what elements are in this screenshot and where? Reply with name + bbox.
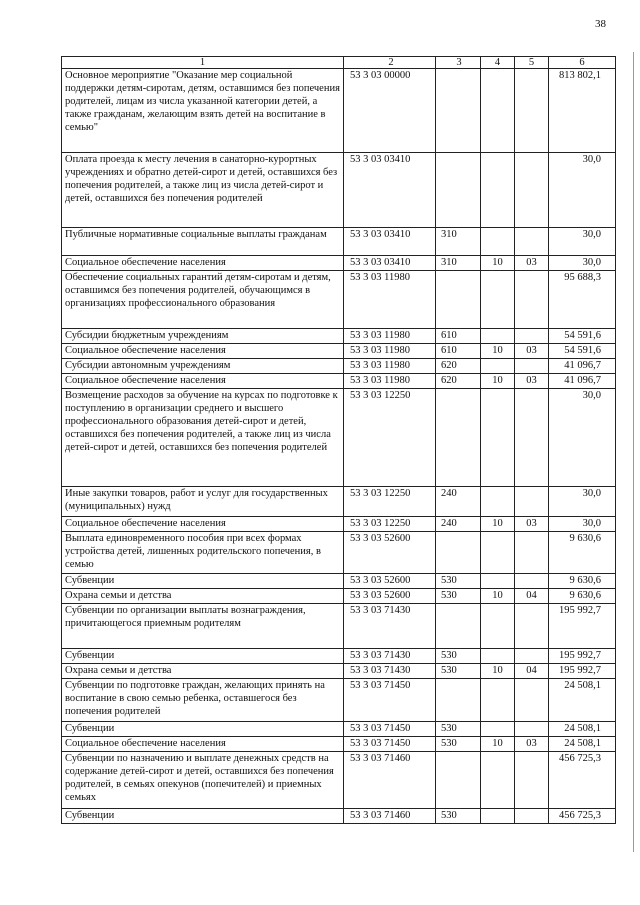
row-pr-cell: 04 — [515, 664, 549, 679]
row-rz-cell — [481, 228, 515, 256]
row-vr-cell: 530 — [436, 722, 481, 737]
row-sum-cell: 24 508,1 — [549, 737, 616, 752]
row-rz-cell: 10 — [481, 256, 515, 271]
row-name-cell: Субсидии бюджетным учреждениям — [62, 329, 344, 344]
header-cell: 5 — [515, 57, 549, 69]
row-vr-cell — [436, 752, 481, 809]
row-pr-cell: 03 — [515, 344, 549, 359]
row-vr-cell — [436, 679, 481, 722]
row-code-cell: 53 3 03 03410 — [344, 256, 436, 271]
row-rz-cell: 10 — [481, 664, 515, 679]
row-rz-cell — [481, 153, 515, 228]
row-code-cell: 53 3 03 71460 — [344, 752, 436, 809]
table-row — [62, 574, 616, 589]
row-sum-cell: 54 591,6 — [549, 329, 616, 344]
header-cell: 3 — [436, 57, 481, 69]
row-sum-cell: 456 725,3 — [549, 809, 616, 824]
table-row — [62, 228, 616, 256]
table-row — [62, 517, 616, 532]
row-rz-cell — [481, 574, 515, 589]
header-row — [62, 57, 616, 69]
row-code-cell: 53 3 03 71430 — [344, 604, 436, 649]
row-name-cell: Публичные нормативные социальные выплаты гражданам — [62, 228, 344, 256]
row-name-cell: Социальное обеспечение населения — [62, 517, 344, 532]
row-sum-cell: 9 630,6 — [549, 589, 616, 604]
table-row — [62, 604, 616, 649]
row-name-cell: Обеспечение социальных гарантий детям-сиротам и детям, оставшимся без попечения родителей, обучающимся в организациях профессионального образования — [62, 271, 344, 329]
row-pr-cell — [515, 69, 549, 153]
row-code-cell: 53 3 03 11980 — [344, 271, 436, 329]
table-row — [62, 737, 616, 752]
row-name-cell: Охрана семьи и детства — [62, 589, 344, 604]
table-row — [62, 589, 616, 604]
row-vr-cell: 620 — [436, 359, 481, 374]
row-pr-cell — [515, 532, 549, 574]
row-rz-cell — [481, 359, 515, 374]
row-code-cell: 53 3 03 03410 — [344, 153, 436, 228]
row-pr-cell — [515, 752, 549, 809]
table-row — [62, 487, 616, 517]
row-vr-cell: 610 — [436, 329, 481, 344]
row-sum-cell: 41 096,7 — [549, 374, 616, 389]
row-sum-cell: 30,0 — [549, 153, 616, 228]
row-pr-cell: 03 — [515, 256, 549, 271]
row-vr-cell: 530 — [436, 649, 481, 664]
row-name-cell: Субвенции — [62, 574, 344, 589]
header-cell: 1 — [62, 57, 344, 69]
row-name-cell: Субвенции — [62, 809, 344, 824]
row-sum-cell: 30,0 — [549, 389, 616, 487]
row-code-cell: 53 3 03 11980 — [344, 359, 436, 374]
row-sum-cell: 30,0 — [549, 517, 616, 532]
table-row — [62, 374, 616, 389]
row-sum-cell: 195 992,7 — [549, 604, 616, 649]
row-vr-cell — [436, 153, 481, 228]
row-code-cell: 53 3 03 12250 — [344, 389, 436, 487]
row-pr-cell — [515, 271, 549, 329]
row-pr-cell: 03 — [515, 517, 549, 532]
row-rz-cell — [481, 752, 515, 809]
row-code-cell: 53 3 03 71450 — [344, 679, 436, 722]
row-code-cell: 53 3 03 52600 — [344, 574, 436, 589]
row-sum-cell: 195 992,7 — [549, 649, 616, 664]
table-row — [62, 153, 616, 228]
row-rz-cell — [481, 649, 515, 664]
row-name-cell: Выплата единовременного пособия при всех формах устройства детей, лишенных родительского попечения, в семью — [62, 532, 344, 574]
table-row — [62, 69, 616, 153]
row-sum-cell: 9 630,6 — [549, 574, 616, 589]
row-pr-cell — [515, 359, 549, 374]
row-name-cell: Субсидии автономным учреждениям — [62, 359, 344, 374]
row-rz-cell: 10 — [481, 374, 515, 389]
table-row — [62, 809, 616, 824]
row-vr-cell — [436, 389, 481, 487]
row-pr-cell — [515, 389, 549, 487]
row-rz-cell — [481, 69, 515, 153]
row-sum-cell: 456 725,3 — [549, 752, 616, 809]
row-rz-cell: 10 — [481, 737, 515, 752]
row-rz-cell — [481, 679, 515, 722]
row-name-cell: Субвенции по подготовке граждан, желающих принять на воспитание в свою семью ребенка, оставшегося без попечения родителей — [62, 679, 344, 722]
row-sum-cell: 24 508,1 — [549, 722, 616, 737]
row-code-cell: 53 3 03 71450 — [344, 737, 436, 752]
row-rz-cell — [481, 809, 515, 824]
row-rz-cell: 10 — [481, 344, 515, 359]
row-code-cell: 53 3 03 52600 — [344, 532, 436, 574]
table-row — [62, 271, 616, 329]
row-name-cell: Субвенции — [62, 722, 344, 737]
row-name-cell: Социальное обеспечение населения — [62, 737, 344, 752]
row-pr-cell: 03 — [515, 374, 549, 389]
row-pr-cell: 04 — [515, 589, 549, 604]
header-cell: 6 — [549, 57, 616, 69]
row-vr-cell: 530 — [436, 589, 481, 604]
table-row — [62, 649, 616, 664]
row-sum-cell: 30,0 — [549, 256, 616, 271]
row-name-cell: Основное мероприятие "Оказание мер социальной поддержки детям-сиротам, детям, оставшимся без попечения родителей, лицам из числа указанной категории детей, а также гражданам, желающим взять детей на воспитание в семью" — [62, 69, 344, 153]
table-row — [62, 722, 616, 737]
row-vr-cell: 530 — [436, 809, 481, 824]
row-rz-cell — [481, 532, 515, 574]
row-rz-cell — [481, 271, 515, 329]
row-name-cell: Субвенции по назначению и выплате денежных средств на содержание детей-сирот и детей, оставшихся без попечения родителей, в семьях опекунов (попечителей) и приемных семьях — [62, 752, 344, 809]
row-vr-cell: 530 — [436, 574, 481, 589]
row-sum-cell: 9 630,6 — [549, 532, 616, 574]
row-vr-cell: 310 — [436, 256, 481, 271]
row-sum-cell: 30,0 — [549, 487, 616, 517]
row-name-cell: Социальное обеспечение населения — [62, 374, 344, 389]
row-sum-cell: 813 802,1 — [549, 69, 616, 153]
row-rz-cell: 10 — [481, 517, 515, 532]
row-code-cell: 53 3 03 11980 — [344, 329, 436, 344]
row-code-cell: 53 3 03 03410 — [344, 228, 436, 256]
row-rz-cell — [481, 329, 515, 344]
budget-table — [61, 56, 616, 824]
row-rz-cell — [481, 389, 515, 487]
row-pr-cell — [515, 604, 549, 649]
row-name-cell: Иные закупки товаров, работ и услуг для государственных (муниципальных) нужд — [62, 487, 344, 517]
row-vr-cell: 530 — [436, 737, 481, 752]
row-vr-cell: 620 — [436, 374, 481, 389]
row-sum-cell: 54 591,6 — [549, 344, 616, 359]
table-row — [62, 752, 616, 809]
row-vr-cell: 310 — [436, 228, 481, 256]
row-pr-cell — [515, 153, 549, 228]
row-pr-cell — [515, 679, 549, 722]
row-name-cell: Охрана семьи и детства — [62, 664, 344, 679]
row-vr-cell: 530 — [436, 664, 481, 679]
page-number: 38 — [595, 18, 606, 30]
scan-edge-line — [633, 52, 634, 852]
table-row — [62, 664, 616, 679]
table-row — [62, 389, 616, 487]
row-code-cell: 53 3 03 11980 — [344, 374, 436, 389]
row-pr-cell — [515, 809, 549, 824]
row-code-cell: 53 3 03 52600 — [344, 589, 436, 604]
row-rz-cell: 10 — [481, 589, 515, 604]
row-code-cell: 53 3 03 71460 — [344, 809, 436, 824]
row-code-cell: 53 3 03 71430 — [344, 664, 436, 679]
table-row — [62, 679, 616, 722]
row-code-cell: 53 3 03 12250 — [344, 517, 436, 532]
row-pr-cell — [515, 228, 549, 256]
row-sum-cell: 195 992,7 — [549, 664, 616, 679]
row-pr-cell — [515, 487, 549, 517]
table-row — [62, 359, 616, 374]
row-sum-cell: 41 096,7 — [549, 359, 616, 374]
table-row — [62, 344, 616, 359]
row-sum-cell: 95 688,3 — [549, 271, 616, 329]
row-code-cell: 53 3 03 71450 — [344, 722, 436, 737]
row-pr-cell: 03 — [515, 737, 549, 752]
row-pr-cell — [515, 722, 549, 737]
table-row — [62, 532, 616, 574]
row-vr-cell — [436, 69, 481, 153]
row-pr-cell — [515, 329, 549, 344]
row-vr-cell — [436, 532, 481, 574]
row-code-cell: 53 3 03 12250 — [344, 487, 436, 517]
row-code-cell: 53 3 03 11980 — [344, 344, 436, 359]
row-code-cell: 53 3 03 00000 — [344, 69, 436, 153]
row-sum-cell: 24 508,1 — [549, 679, 616, 722]
row-name-cell: Социальное обеспечение населения — [62, 256, 344, 271]
row-name-cell: Возмещение расходов за обучение на курсах по подготовке к поступлению в организации среднего и высшего профессионального образования детей-сирот и детей, оставшихся без попечения родителей, а также лиц из числа детей-сирот и детей, оставшихся без попечения родителей — [62, 389, 344, 487]
row-pr-cell — [515, 649, 549, 664]
row-pr-cell — [515, 574, 549, 589]
row-vr-cell: 240 — [436, 487, 481, 517]
row-sum-cell: 30,0 — [549, 228, 616, 256]
row-name-cell: Субвенции по организации выплаты вознаграждения, причитающегося приемным родителям — [62, 604, 344, 649]
header-cell: 2 — [344, 57, 436, 69]
row-name-cell: Субвенции — [62, 649, 344, 664]
table-row — [62, 256, 616, 271]
row-rz-cell — [481, 487, 515, 517]
row-vr-cell: 610 — [436, 344, 481, 359]
row-vr-cell — [436, 271, 481, 329]
row-name-cell: Оплата проезда к месту лечения в санаторно-курортных учреждениях и обратно детей-сирот и детей, оставшихся без попечения родителей, а также лиц из числа детей-сирот и детей, оставшихся без попечения родителей — [62, 153, 344, 228]
table-row — [62, 329, 616, 344]
row-rz-cell — [481, 604, 515, 649]
row-vr-cell — [436, 604, 481, 649]
header-cell: 4 — [481, 57, 515, 69]
row-vr-cell: 240 — [436, 517, 481, 532]
row-rz-cell — [481, 722, 515, 737]
row-code-cell: 53 3 03 71430 — [344, 649, 436, 664]
row-name-cell: Социальное обеспечение населения — [62, 344, 344, 359]
